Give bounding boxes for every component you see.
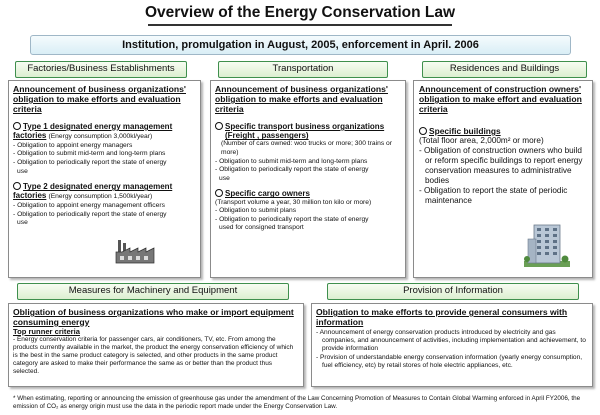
type1-title: Type 1 designated energy management factories: [13, 122, 173, 141]
type2-item: - Obligation to appoint energy management officers: [13, 201, 165, 209]
transport-heading: Announcement of business organizations' obligation to make efforts and evaluation criteria: [215, 84, 388, 114]
type2-title: Type 2 designated energy management factories: [13, 182, 173, 201]
org-subtitle: (Freight , passengers): [225, 131, 309, 141]
cargo-item: used for consigned transport: [219, 224, 304, 232]
building-icon: [524, 221, 570, 267]
machinery-header: Measures for Machinery and Equipment: [17, 283, 289, 300]
org-title: Specific transport business organizations: [225, 122, 385, 131]
cargo-item: - Obligation to submit plans: [215, 207, 297, 215]
information-header: Provision of Information: [327, 283, 579, 300]
residences-header: Residences and Buildings: [422, 61, 587, 78]
org-item: use: [219, 174, 230, 182]
information-item: - Provision of understandable energy conservation information (yearly energy consumption, fuel efficiency, etc) by retail stores of hole electric appliances, etc.: [316, 353, 583, 369]
org-block: [215, 122, 401, 131]
page-title: Overview of the Energy Conservation Law: [144, 4, 456, 21]
spec-note: (Total floor area, 2,000m² or more): [419, 136, 544, 145]
type1-item: - Obligation to appoint energy managers: [13, 141, 133, 149]
transport-panel: [210, 80, 406, 278]
spec-item: - Obligation to report the state of periodic maintenance: [419, 186, 568, 205]
type1-item: use: [17, 167, 28, 175]
circle-bullet-icon: [13, 182, 21, 190]
circle-bullet-icon: [13, 122, 21, 130]
type2-block: [13, 182, 196, 202]
factories-heading: Announcement of business organizations' obligation to make efforts and evaluation criteria: [13, 84, 186, 114]
type2-item: use: [17, 219, 28, 227]
factories-header: Factories/Business Establishments: [15, 61, 187, 78]
transport-header: Transportation: [218, 61, 388, 78]
factories-panel: [8, 80, 201, 278]
circle-bullet-icon: [215, 189, 223, 197]
type1-item: - Obligation to submit mid-term and long-term plans: [13, 150, 166, 158]
information-heading: Obligation to make efforts to provide general consumers with information: [316, 307, 568, 327]
spec-title: Specific buildings: [429, 126, 501, 136]
machinery-heading: Obligation of business organizations who make or import equipment consuming energy: [13, 307, 294, 327]
type1-block: [13, 122, 196, 142]
cargo-note: (Transport volume a year, 30 million ton kilo or more): [215, 198, 372, 206]
institution-banner: Institution, promulgation in August, 2005, enforcement in April. 2006: [30, 35, 571, 55]
spec-item: - Obligation of construction owners who build or reform specific buildings to report energy conservation measures to administrative bodies: [419, 146, 583, 185]
spec-block: [419, 126, 587, 136]
top-runner-label: Top runner criteria: [13, 327, 80, 336]
factory-icon: [114, 238, 156, 264]
machinery-panel: [8, 303, 304, 387]
cargo-item: - Obligation to periodically report the state of energy: [215, 215, 369, 223]
circle-bullet-icon: [215, 122, 223, 130]
type2-item: - Obligation to periodically report the state of energy: [13, 210, 167, 218]
machinery-text: - Energy conservation criteria for passenger cars, air conditioners, TV, etc. From among the products currently available in the market, the product the energy conservation efficiency of which is the best in the same product category is selected, and other products in the same product category are asked to make their performance the same as or better than the product thus selected.: [13, 336, 294, 376]
type1-item: - Obligation to periodically report the state of energy: [13, 158, 167, 166]
cargo-title: Specific cargo owners: [225, 189, 310, 199]
footnote: * When estimating, reporting or announcing the emission of greenhouse gas under the amendment of the Law Concerning Promotion of Measures to Contain Global Warming enforced in April FY2006, the emission of CO₂ as energy origin must use the data in the periodic report made under the Energy Conservation Law.: [13, 395, 581, 410]
org-item: - Obligation to submit mid-term and long-term plans: [215, 157, 368, 165]
type2-note: (Energy consumption 1,500kl/year): [48, 193, 153, 201]
cargo-block: [215, 189, 401, 198]
org-note: (Number of cars owned: woo trucks or more; 300 trains or more): [221, 140, 392, 156]
title-underline: [148, 24, 452, 26]
information-panel: [311, 303, 593, 387]
type1-note: (Energy consumption 3,000kl/year): [48, 133, 153, 141]
org-item: - Obligation to periodically report the state of energy: [215, 166, 369, 174]
circle-bullet-icon: [419, 127, 427, 135]
information-item: - Announcement of energy conservation products introduced by electricity and gas companies, and announcement of activities, including implementation and achievement, to provide information: [316, 329, 586, 353]
residences-heading: Announcement of construction owners' obligation to make effort and evaluation criteria: [419, 84, 582, 114]
